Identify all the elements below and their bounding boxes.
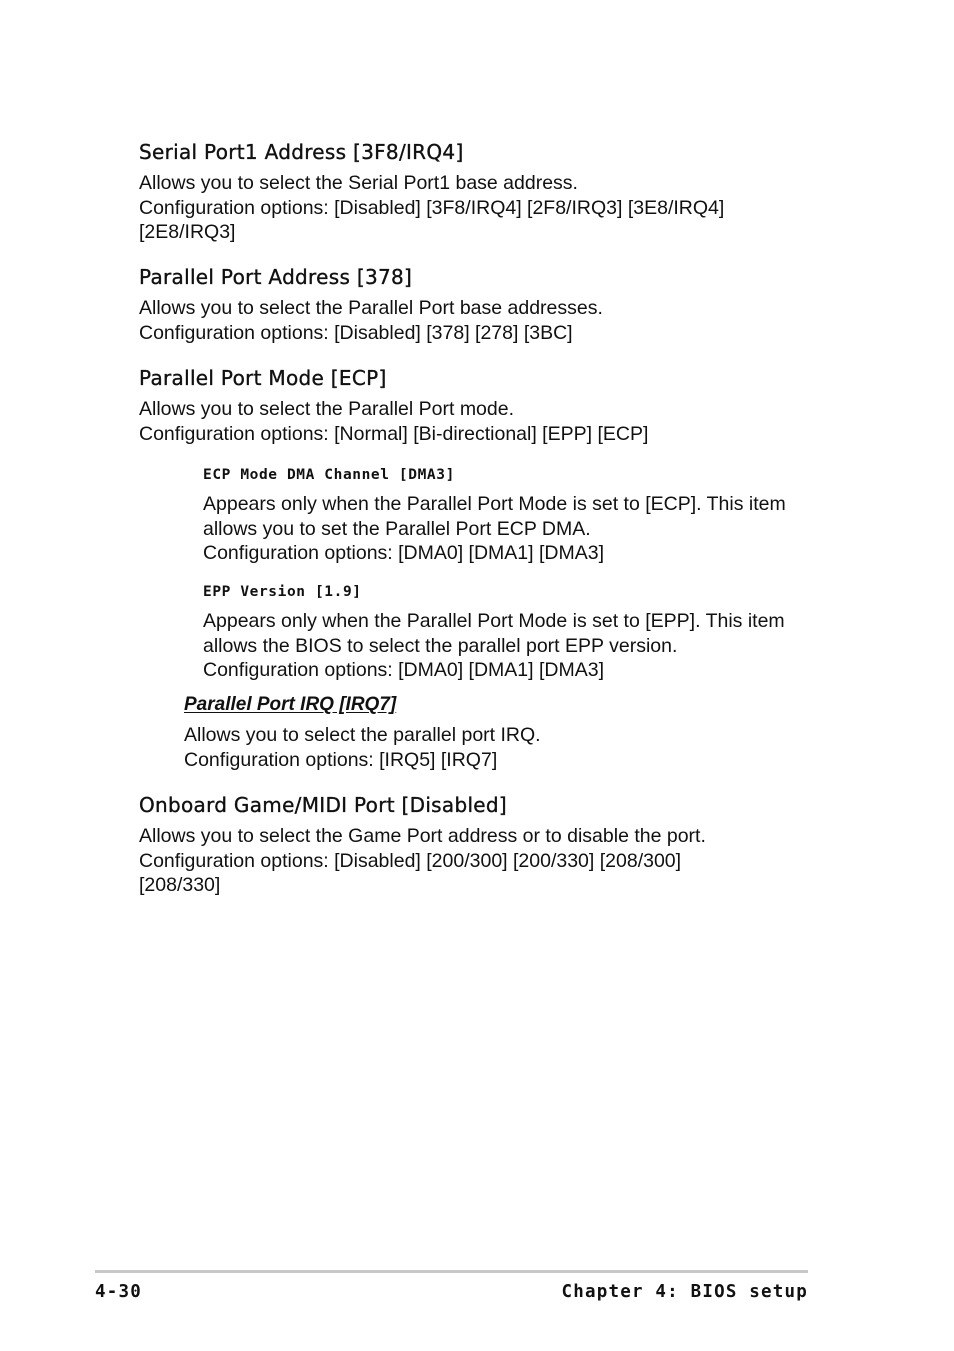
section-heading: Parallel Port Mode [ECP]: [139, 366, 387, 390]
subsection-body: [203, 609, 823, 683]
body-line: [2E8/IRQ3]: [139, 221, 236, 243]
body-line: Allows you to select the Parallel Port base addresses.: [139, 297, 603, 319]
section-body: [139, 824, 819, 898]
section-parallel-port-mode: [139, 365, 819, 446]
body-line: Allows you to select the Game Port address or to disable the port.: [139, 825, 706, 847]
section-body: [139, 171, 819, 245]
subsection-heading: Parallel Port IRQ [IRQ7]: [184, 694, 397, 715]
page-number: 4-30: [95, 1282, 142, 1302]
footer-divider: [95, 1270, 808, 1273]
subsection-parallel-port-irq: [184, 694, 824, 772]
body-line: Configuration options: [DMA0] [DMA1] [DMA3]: [203, 659, 604, 681]
body-line: [208/330]: [139, 874, 221, 896]
section-serial-port1: [139, 139, 819, 245]
section-game-midi-port: [139, 792, 819, 898]
subsection-ecp-mode-dma: [203, 466, 823, 566]
section-heading: Serial Port1 Address [3F8/IRQ4]: [139, 140, 464, 164]
section-parallel-port-address: [139, 264, 819, 345]
body-line: Configuration options: [DMA0] [DMA1] [DMA3]: [203, 542, 604, 564]
body-line: Configuration options: [Normal] [Bi-directional] [EPP] [ECP]: [139, 422, 649, 445]
subsection-heading: ECP Mode DMA Channel [DMA3]: [203, 467, 455, 483]
body-line: Allows you to select the Serial Port1 base address.: [139, 172, 578, 194]
body-line: Allows you to select the parallel port IRQ.: [184, 724, 541, 746]
body-line: Configuration options: [Disabled] [378] [278] [3BC]: [139, 321, 573, 344]
subsection-epp-version: [203, 583, 823, 683]
body-line: Configuration options: [IRQ5] [IRQ7]: [184, 748, 498, 771]
section-body: [139, 296, 819, 345]
body-line: allows the BIOS to select the parallel port EPP version.: [203, 634, 678, 657]
body-line: Configuration options: [Disabled] [200/300] [200/330] [208/300]: [139, 849, 682, 872]
section-heading: Parallel Port Address [378]: [139, 265, 413, 289]
section-body: [139, 397, 819, 446]
subsection-body: [184, 723, 824, 772]
body-line: Configuration options: [Disabled] [3F8/IRQ4] [2F8/IRQ3] [3E8/IRQ4]: [139, 196, 725, 219]
body-line: Allows you to select the Parallel Port mode.: [139, 398, 515, 420]
subsection-body: [203, 492, 823, 566]
body-line: allows you to set the Parallel Port ECP DMA.: [203, 517, 591, 540]
subsection-heading: EPP Version [1.9]: [203, 584, 362, 600]
chapter-title: Chapter 4: BIOS setup: [561, 1282, 808, 1302]
body-line: Appears only when the Parallel Port Mode is set to [EPP]. This item: [203, 610, 785, 632]
section-heading: Onboard Game/MIDI Port [Disabled]: [139, 793, 508, 817]
body-line: Appears only when the Parallel Port Mode is set to [ECP]. This item: [203, 493, 786, 515]
